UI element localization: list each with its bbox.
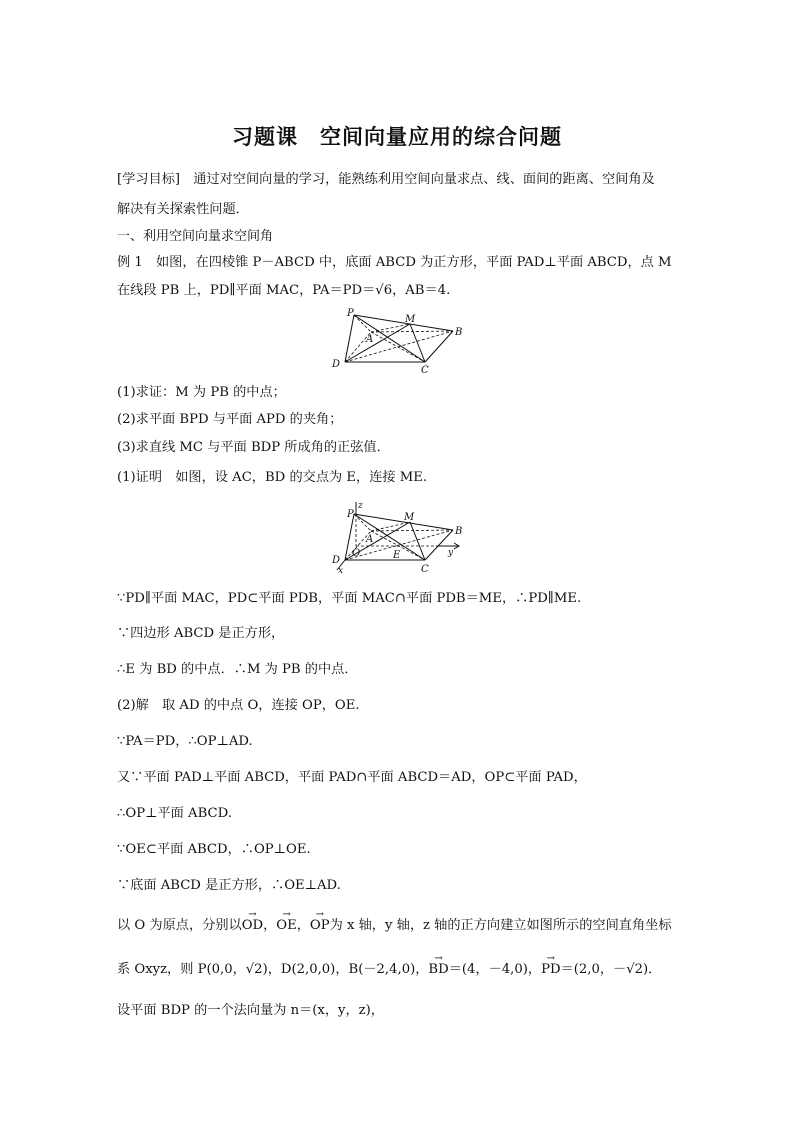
vector-OD: → OD: [242, 917, 263, 935]
label-A: A: [366, 534, 374, 545]
proof-1-intro: (1)证明 如图，设 AC，BD 的交点为 E，连接 ME.: [117, 470, 428, 485]
example-1-line-1: 例 1 如图，在四棱锥 P－ABCD 中，底面 ABCD 为正方形，平面 PAD⊥平面 ABCD，点 M: [117, 255, 672, 270]
example-1-line-2: 在线段 PB 上，PD∥平面 MAC，PA＝PD＝√6，AB＝4.: [117, 283, 451, 298]
label-B: B: [455, 526, 463, 537]
coordinate-setup-text-a: 以 O 为原点，分别以: [117, 918, 242, 933]
label-B: B: [455, 327, 463, 338]
page-title: 习题课 空间向量应用的综合问题: [232, 125, 562, 149]
learning-goal-line-1: [学习目标] 通过对空间向量的学习，能熟练利用空间向量求点、线、面间的距离、空间角及: [117, 172, 655, 187]
coordinates-text-b: ＝(4，－4,0)，: [448, 962, 542, 977]
question-3: (3)求直线 MC 与平面 BDP 所成角的正弦值．: [117, 440, 390, 455]
question-1: (1)求证：M 为 PB 的中点；: [117, 385, 286, 400]
proof-step-3: ∴E 为 BD 的中点．∴M 为 PB 的中点．: [117, 662, 358, 677]
solution-step-5: ∵底面 ABCD 是正方形，∴OE⊥AD.: [117, 878, 341, 893]
vector-OP: → OP: [310, 917, 330, 935]
label-M: M: [405, 314, 416, 325]
coordinate-setup-comma-2: ，: [296, 918, 310, 933]
coordinate-setup-comma-1: ，: [263, 918, 277, 933]
coordinates-text-a: 系 Oxyz，则 P(0,0，√2)，D(2,0,0)，B(－2,4,0)，: [117, 962, 429, 977]
proof-step-1: ∵PD∥平面 MAC，PD⊂平面 PDB，平面 MAC∩平面 PDB＝ME，∴PD∥ME.: [117, 591, 582, 606]
label-O: O: [352, 548, 361, 559]
solution-step-3: ∴OP⊥平面 ABCD.: [117, 806, 232, 821]
label-M: M: [404, 512, 415, 523]
section-heading-1: 一、利用空间向量求空间角: [117, 229, 274, 244]
label-D: D: [332, 359, 341, 370]
question-2: (2)求平面 BPD 与平面 APD 的夹角；: [117, 412, 343, 427]
vector-OE: → OE: [276, 917, 296, 935]
coordinates-line: [117, 961, 661, 979]
label-D: D: [332, 555, 341, 566]
pyramid-figure-1: [326, 307, 466, 377]
label-x-axis: x: [338, 566, 344, 576]
learning-goal-line-2: 解决有关探索性问题．: [117, 202, 249, 217]
label-C: C: [421, 365, 429, 376]
vector-PD: → PD: [541, 961, 560, 979]
label-A: A: [366, 334, 374, 345]
label-P: P: [347, 509, 354, 520]
label-y-axis: y: [448, 548, 454, 558]
normal-vector-line: 设平面 BDP 的一个法向量为 n＝(x，y，z)，: [117, 1003, 384, 1018]
label-C: C: [421, 564, 429, 575]
coordinates-text-c: ＝(2,0，－√2)．: [560, 962, 662, 977]
solution-step-2: 又∵平面 PAD⊥平面 ABCD，平面 PAD∩平面 ABCD＝AD，OP⊂平面 PAD，: [117, 770, 587, 785]
pyramid-figure-2-with-axes: [326, 500, 471, 576]
label-E: E: [393, 550, 401, 561]
proof-step-2: ∵四边形 ABCD 是正方形，: [117, 626, 285, 641]
vector-BD: → BD: [428, 961, 448, 979]
coordinate-setup-line: [117, 917, 672, 935]
coordinate-setup-text-b: 为 x 轴，y 轴，z 轴的正方向建立如图所示的空间直角坐标: [329, 918, 672, 933]
label-P: P: [347, 308, 354, 319]
label-z-axis: z: [358, 501, 363, 511]
solution-step-4: ∵OE⊂平面 ABCD，∴OP⊥OE.: [117, 842, 311, 857]
solution-2-intro: (2)解 取 AD 的中点 O，连接 OP，OE.: [117, 698, 360, 713]
solution-step-1: ∵PA＝PD，∴OP⊥AD.: [117, 734, 253, 749]
